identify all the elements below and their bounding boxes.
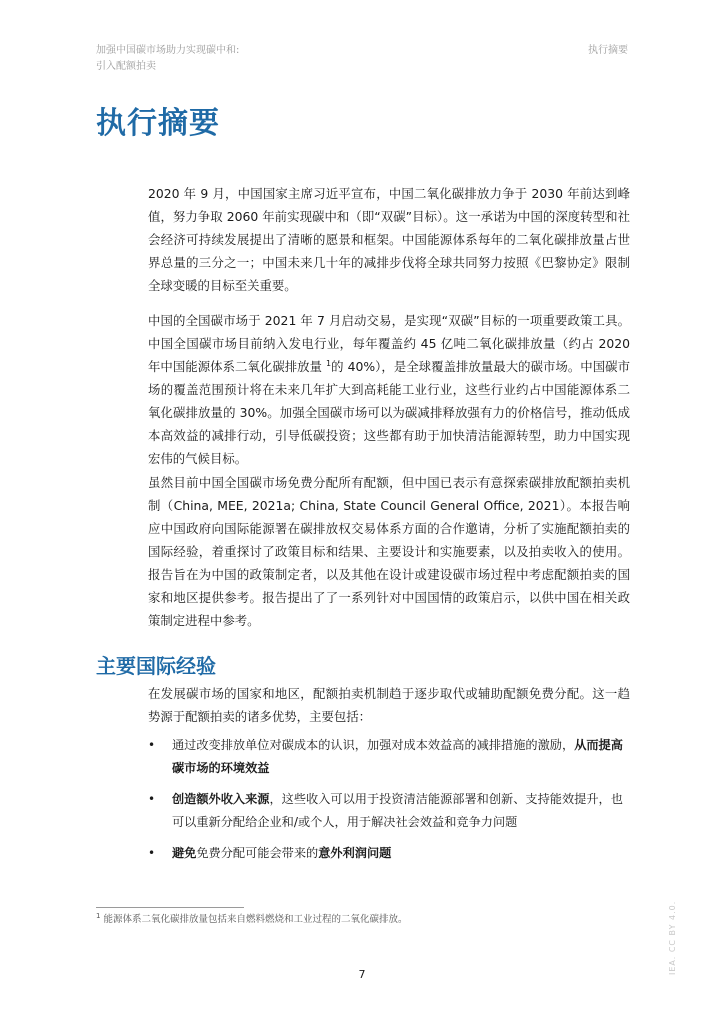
footnote-divider [96,907,244,908]
page-title: 执行摘要 [96,106,220,141]
paragraph-1: 2020 年 9 月，中国国家主席习近平宣布，中国二氧化碳排放力争于 2030 年前达到峰值，努力争取 2060 年前实现碳中和（即“双碳”目标）。这一承诺为中国的深度转型和社会经济可持续发展提出了清晰的愿景和框架。中国能源体系每年的二氧化碳排放量占世界总量的三分之一；中国未来几十年的减排步伐将全球共同努力按照《巴黎协定》限制全球变暖的目标至关重要。 [148,186,630,293]
footnote-ref[interactable]: 1 [326,358,332,368]
list-item [148,788,630,834]
running-header-line-1: 加强中国碳市场助力实现碳中和: [96,45,240,56]
section-intro: 在发展碳市场的国家和地区，配额拍卖机制趋于逐步取代或辅助配额免费分配。这一趋势源于配额拍卖的诸多优势，主要包括： [148,686,630,724]
list-item-emphasis: 意外利润问题 [318,846,392,860]
footnote-marker: 1 [96,911,101,920]
list-item [148,842,630,865]
paragraph-3: 虽然目前中国全国碳市场免费分配所有配额，但中国已表示有意探索碳排放配额拍卖机制（China, MEE, 2021a; China, State Council General Office, 2021）。本报告响应中国政府向国际能源署在碳排放权交易体系方面的合作邀请，分析了实施配额拍卖的国际经验，着重探讨了政策目标和结果、主要设计和实施要素，以及拍卖收入的使用。报告旨在为中国的政策制定者，以及其他在设计或建设碳市场过程中考虑配额拍卖的国家和地区提供参考。报告提出了了一系列针对中国国情的政策启示，以供中国在相关政策制定进程中参考。 [148,475,630,628]
paragraph-2 [148,309,630,470]
list-item-text: 通过改变排放单位对碳成本的认识，加强对成本效益高的减排措施的激励， [172,738,575,752]
list-item [148,734,630,780]
list-item-text: ，这些收入可以用于投资清洁能源部署和创新、支持能效提升，也可以重新分配给企业和/或个人，用于解决社会效益和竞争力问题 [172,792,623,829]
section-heading: 主要国际经验 [96,654,216,678]
bullet-icon: • [148,738,156,752]
license-label: IEA. CC BY 4.0. [668,900,677,975]
list-item-emphasis: 避免 [172,846,197,860]
paragraph-2-part-1: 中国的全国碳市场于 2021 年 7 月启动交易，是实现“双碳”目标的一项重要政策工具。中国全国碳市场目前纳入发电行业，每年覆盖约 45 亿吨二氧化碳排放量（约占 2020 年中国能源体系二氧化碳排放量 [148,313,630,374]
page-number: 7 [358,968,366,981]
benefits-list [148,734,630,873]
running-header-title [96,43,239,75]
bullet-icon: • [148,792,156,806]
paragraph-2-part-2: 的 40%），是全球覆盖排放量最大的碳市场。中国碳市场的覆盖范围预计将在未来几年扩大到高耗能工业行业，这些行业约占中国能源体系二氧化碳排放量的 30%。加强全国碳市场可以为碳减排释放强有力的价格信号，推动低成本高效益的减排行动，引导低碳投资；这些都有助于加快清洁能源转型，助力中国实现宏伟的气候目标。 [148,359,630,466]
list-item-emphasis: 创造额外收入来源 [172,792,270,806]
running-header-line-2: 引入配额拍卖 [96,61,156,72]
list-item-text: 免费分配可能会带来的 [196,846,319,860]
footnote [96,913,408,927]
footnote-text: 能源体系二氧化碳排放量包括来自燃料燃烧和工业过程的二氧化碳排放。 [100,914,408,925]
bullet-icon: • [148,846,156,860]
list-item-emphasis: 从而提高碳市场的环境效益 [172,738,623,775]
running-header-section: 执行摘要 [588,45,628,56]
